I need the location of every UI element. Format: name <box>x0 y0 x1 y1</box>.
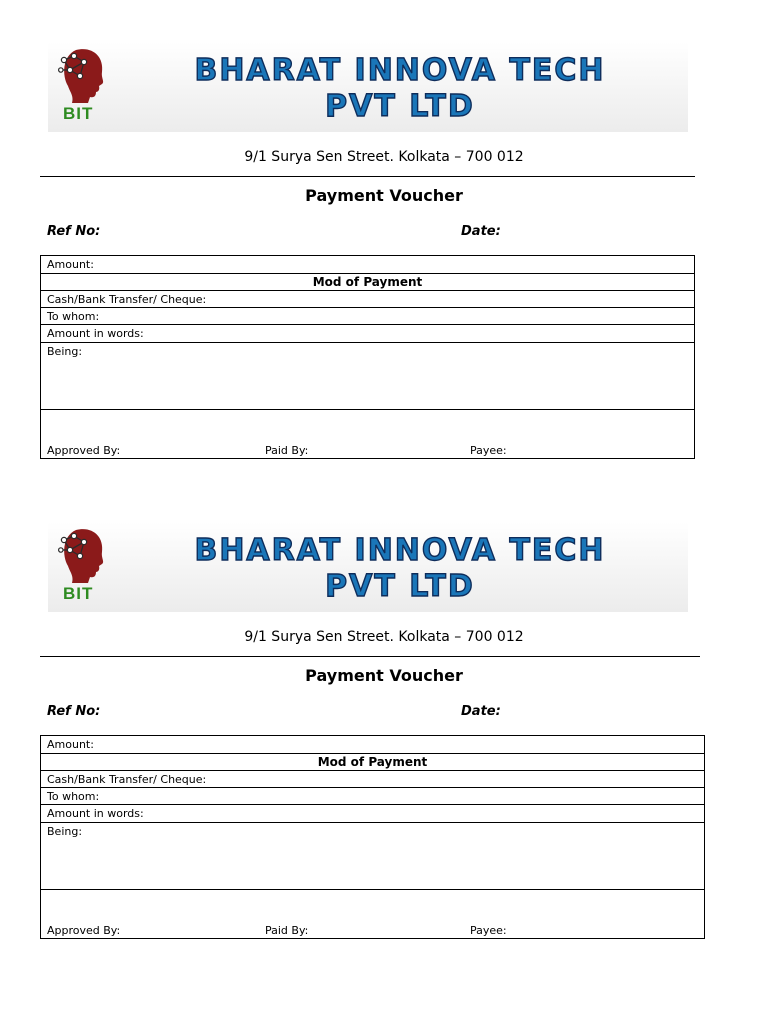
amount-in-words-field[interactable] <box>41 805 704 823</box>
mode-of-payment-header <box>41 274 694 291</box>
logo-bit-text: BIT <box>63 104 94 123</box>
to-whom-field[interactable] <box>41 788 704 805</box>
being-label: Being: <box>47 345 83 358</box>
being-label: Being: <box>47 825 83 838</box>
signature-row <box>41 890 704 939</box>
brain-head-icon <box>58 526 108 584</box>
amount-label: Amount: <box>47 258 94 271</box>
payment-method-field[interactable] <box>41 771 704 788</box>
letterhead-logo <box>48 42 688 132</box>
voucher-form <box>40 255 695 459</box>
company-name-line-1: BHARAT INNOVA TECH <box>194 533 606 568</box>
to-whom-label: To whom: <box>47 790 100 803</box>
ref-no-label: Ref No: <box>47 704 101 719</box>
ref-no-label: Ref No: <box>47 224 101 239</box>
brain-head-icon <box>58 46 108 104</box>
date-label: Date: <box>461 224 501 239</box>
amount-in-words-label: Amount in words: <box>47 327 144 340</box>
amount-field[interactable] <box>41 736 704 754</box>
amount-field[interactable] <box>41 256 694 274</box>
approved-by-label: Approved By: <box>47 444 121 457</box>
being-field[interactable] <box>41 823 704 890</box>
company-name-line-2: PVT LTD <box>325 569 475 604</box>
payee-label: Payee: <box>470 924 507 937</box>
company-name-line-2: PVT LTD <box>325 89 475 124</box>
letterhead-logo <box>48 522 688 612</box>
voucher-title: Payment Voucher <box>305 666 463 685</box>
paid-by-label: Paid By: <box>265 924 309 937</box>
company-name-line-1: BHARAT INNOVA TECH <box>194 53 606 88</box>
voucher-title: Payment Voucher <box>305 186 463 205</box>
logo-bit-text: BIT <box>63 584 94 603</box>
approved-by-label: Approved By: <box>47 924 121 937</box>
company-address: 9/1 Surya Sen Street. Kolkata – 700 012 <box>244 629 524 645</box>
mode-header-label: Mod of Payment <box>317 755 428 769</box>
cash-bank-cheque-label: Cash/Bank Transfer/ Cheque: <box>47 293 207 306</box>
amount-label: Amount: <box>47 738 94 751</box>
paid-by-label: Paid By: <box>265 444 309 457</box>
to-whom-field[interactable] <box>41 308 694 325</box>
company-address: 9/1 Surya Sen Street. Kolkata – 700 012 <box>244 149 524 165</box>
being-field[interactable] <box>41 343 694 410</box>
voucher-form <box>40 735 705 939</box>
payee-label: Payee: <box>470 444 507 457</box>
date-label: Date: <box>461 704 501 719</box>
amount-in-words-field[interactable] <box>41 325 694 343</box>
payment-method-field[interactable] <box>41 291 694 308</box>
divider <box>40 656 700 657</box>
signature-row <box>41 410 694 459</box>
divider <box>40 176 695 177</box>
cash-bank-cheque-label: Cash/Bank Transfer/ Cheque: <box>47 773 207 786</box>
amount-in-words-label: Amount in words: <box>47 807 144 820</box>
to-whom-label: To whom: <box>47 310 100 323</box>
mode-header-label: Mod of Payment <box>312 275 423 289</box>
mode-of-payment-header <box>41 754 704 771</box>
